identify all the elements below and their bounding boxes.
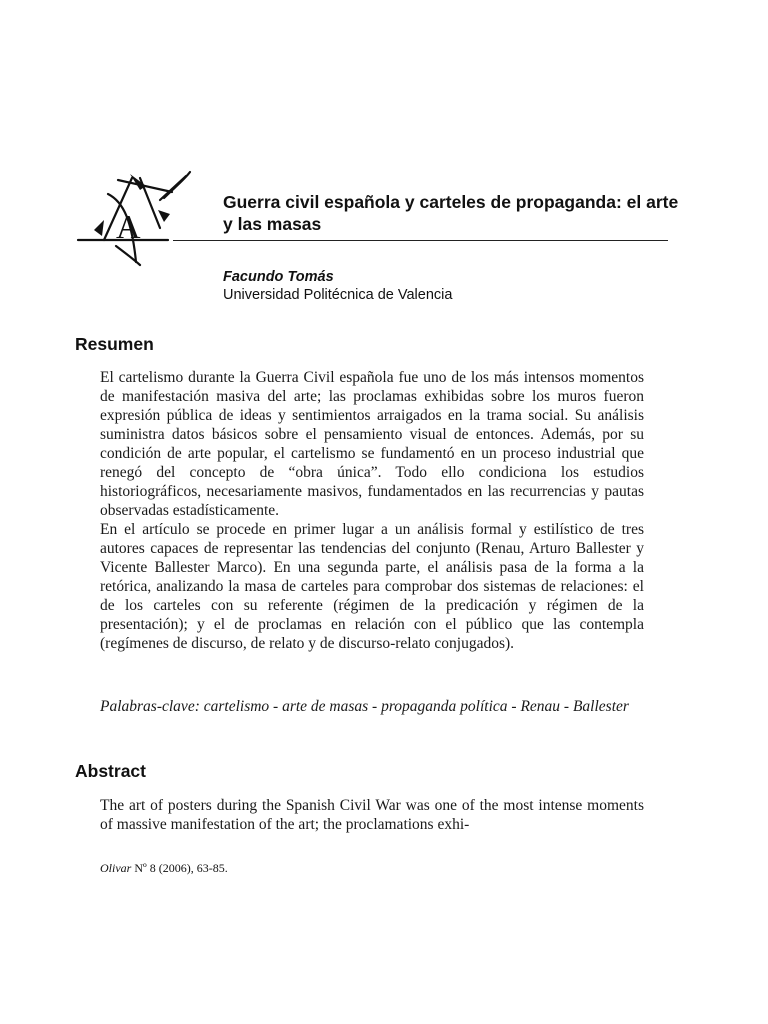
abstract-body [100, 796, 644, 834]
resumen-heading: Resumen [75, 334, 154, 354]
footer-journal: Olivar [100, 861, 132, 875]
journal-logo-icon [74, 170, 194, 270]
resumen-paragraph-1: El cartelismo durante la Guerra Civil española fue uno de los más intensos momentos de manifestación masiva del arte; las proclamas exhibidas sobre los muros fueron expresión pública de ideas y sentimientos arraigados en la trama social. Su análisis suministra datos básicos sobre el pensamiento visual de entonces. Además, por su condición de arte popular, el cartelismo se fundamentó en un proceso industrial que renegó del concepto de “obra única”. Todo ello condiciona los estudios historiográficos, necesariamente masivos, fundamentados en las recurrencias y pautas observadas estadísticamente. [100, 369, 644, 519]
abstract-paragraph: The art of posters during the Spanish Civil War was one of the most intense moments of massive manifestation of the art; the proclamations exhi- [100, 797, 644, 833]
resumen-paragraph-2: En el artículo se procede en primer lugar a un análisis formal y estilístico de tres autores capaces de representar las tendencias del conjunto (Renau, Arturo Ballester y Vicente Ballester Marco). En una segunda parte, el análisis pasa de la forma a la retórica, analizando la masa de carteles para comprobar dos sistemas de relaciones: el de los carteles con su referente (régimen de la predicación y régimen de la presentación); y el de proclamas en relación con el público que las contempla (regímenes de discurso, de relato y de discurso-relato conjugados). [100, 521, 644, 652]
logo-letter: A [116, 209, 141, 246]
abstract-heading: Abstract [75, 761, 146, 781]
author-institution: Universidad Politécnica de Valencia [223, 287, 453, 303]
author-name: Facundo Tomás [223, 269, 334, 285]
title-rule [173, 240, 668, 241]
footer-citation [100, 861, 228, 876]
resumen-body [100, 368, 644, 653]
author-block [223, 268, 452, 304]
keywords: Palabras-clave: cartelismo - arte de masas - propaganda política - Renau - Ballester [100, 698, 629, 715]
footer-reference: Nº 8 (2006), 63-85. [131, 861, 228, 875]
article-title: Guerra civil española y carteles de propaganda: el arte y las masas [223, 192, 679, 234]
